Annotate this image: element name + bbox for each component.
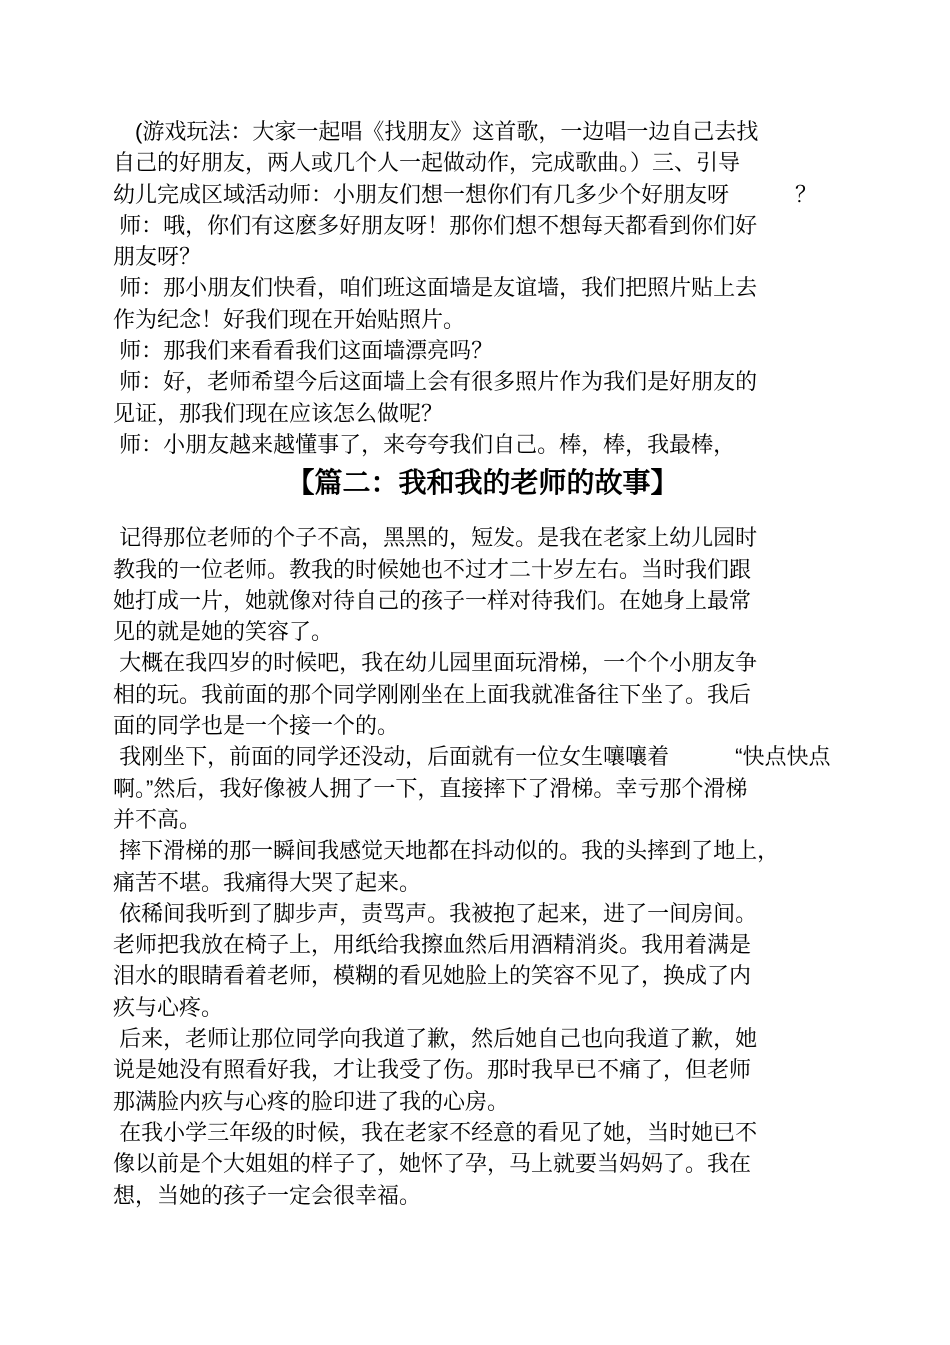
- text-line: 我刚坐下，前面的同学还没动，后面就有一位女生嚷嚷着 “快点快点: [113, 744, 831, 770]
- text-line: 教我的一位老师。教我的时候她也不过才二十岁左右。当时我们跟: [113, 556, 752, 582]
- text-block-part2: [113, 522, 852, 1211]
- text-line: 相的玩。我前面的那个同学刚刚坐在上面我就准备往下坐了。我后: [113, 681, 752, 707]
- text-line: 说是她没有照看好我，才让我受了伤。那时我早已不痛了，但老师: [113, 1057, 752, 1083]
- text-line: 作为纪念！好我们现在开始贴照片。: [113, 306, 466, 332]
- text-block-part1: [113, 116, 852, 460]
- text-line: 啊。”然后，我好像被人拥了一下，直接摔下了滑梯。幸亏那个滑梯: [113, 775, 748, 801]
- text-line: 老师把我放在椅子上，用纸给我擦血然后用酒精消炎。我用着满是: [113, 932, 752, 958]
- text-line: 师：那小朋友们快看，咱们班这面墙是友谊墙，我们把照片贴上去: [113, 275, 758, 301]
- text-line: 自己的好朋友，两人或几个人一起做动作，完成歌曲。）三、引导: [113, 150, 741, 176]
- document-content: [113, 116, 852, 1211]
- text-line: 痛苦不堪。我痛得大哭了起来。: [113, 869, 422, 895]
- text-line: 师：哦，你们有这麽多好朋友呀！那你们想不想每天都看到你们好: [113, 212, 758, 238]
- text-line: 疚与心疼。: [113, 994, 224, 1020]
- text-line: 见证，那我们现在应该怎么做呢？: [113, 400, 444, 426]
- text-line: 泪水的眼睛看着老师，模糊的看见她脸上的笑容不见了，换成了内: [113, 963, 752, 989]
- text-line: 像以前是个大姐姐的样子了，她怀了孕，马上就要当妈妈了。我在: [113, 1151, 752, 1177]
- text-line: 见的就是她的笑容了。: [113, 619, 334, 645]
- text-line: 师：小朋友越来越懂事了，来夸夸我们自己。棒，棒，我最棒，: [113, 431, 736, 457]
- text-line: 想，当她的孩子一定会很幸福。: [113, 1182, 422, 1208]
- text-line: 后来，老师让那位同学向我道了歉，然后她自己也向我道了歉，她: [113, 1026, 758, 1052]
- text-line: 幼儿完成区域活动师：小朋友们想一想你们有几多少个好朋友呀 ？: [113, 181, 818, 207]
- text-line: 记得那位老师的个子不高，黑黑的，短发。是我在老家上幼儿园时: [113, 525, 758, 551]
- text-line: 摔下滑梯的那一瞬间我感觉天地都在抖动似的。我的头摔到了地上，: [113, 838, 780, 864]
- text-line: 在我小学三年级的时候，我在老家不经意的看见了她，当时她已不: [113, 1119, 758, 1145]
- text-line: 大概在我四岁的时候吧，我在幼儿园里面玩滑梯，一个个小朋友争: [113, 650, 758, 676]
- text-line: 师：那我们来看看我们这面墙漂亮吗？: [113, 338, 494, 364]
- text-line: 她打成一片，她就像对待自己的孩子一样对待我们。在她身上最常: [113, 587, 752, 613]
- text-line: 那满脸内疚与心疼的脸印进了我的心房。: [113, 1088, 510, 1114]
- text-line: (游戏玩法：大家一起唱《找朋友》这首歌，一边唱一边自己去找: [113, 119, 759, 144]
- text-line: 师：好，老师希望今后这面墙上会有很多照片作为我们是好朋友的: [113, 369, 758, 395]
- text-line: 并不高。: [113, 806, 202, 832]
- section-heading: 【篇二：我和我的老师的故事】: [286, 467, 679, 499]
- text-line: 面的同学也是一个接一个的。: [113, 713, 400, 739]
- text-line: 依稀间我听到了脚步声，责骂声。我被抱了起来，进了一间房间。: [113, 900, 758, 926]
- text-line: 朋友呀？: [113, 244, 202, 270]
